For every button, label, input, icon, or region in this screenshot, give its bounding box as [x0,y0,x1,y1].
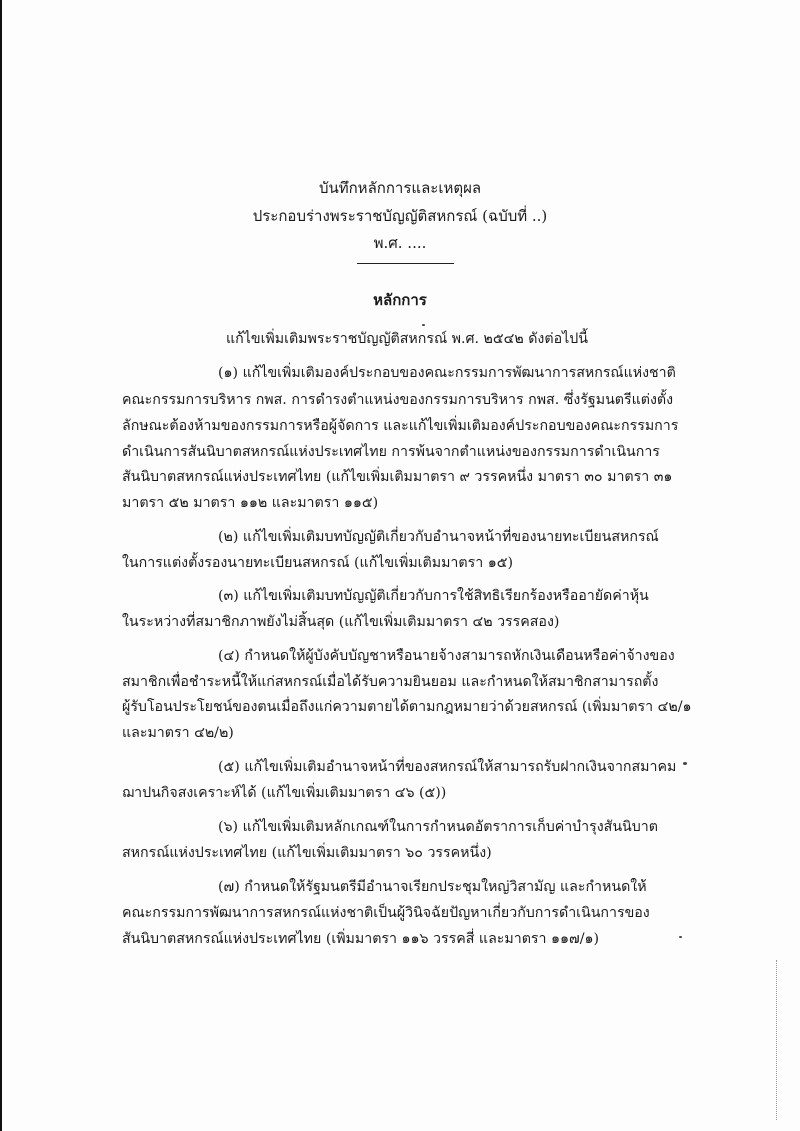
scan-edge [0,0,2,1131]
body-line: สันนิบาตสหกรณ์แห่งประเทศไทย (แก้ไขเพิ่มเติมมาตรา ๙ วรรคหนึ่ง มาตรา ๓๐ มาตรา ๓๑ [122,469,673,485]
body-line: (๔) กำหนดให้ผู้บังคับบัญชาหรือนายจ้างสามารถหักเงินเดือนหรือค่าจ้างของ [218,648,675,664]
scan-speck [422,324,425,326]
body-line: (๓) แก้ไขเพิ่มเติมบทบัญญัติเกี่ยวกับการใช้สิทธิเรียกร้องหรืออายัดค่าหุ้น [218,588,649,604]
body-line: (๗) กำหนดให้รัฐมนตรีมีอำนาจเรียกประชุมใหญ่วิสามัญ และกำหนดให้ [218,879,647,895]
body-line: สมาชิกเพื่อชำระหนี้ให้แก่สหกรณ์เมื่อได้รับความยินยอม และกำหนดให้สมาชิกสามารถตั้ง [122,674,659,690]
body-line: สันนิบาตสหกรณ์แห่งประเทศไทย (เพิ่มมาตรา ๑๑๖ วรรคสี่ และมาตรา ๑๑๗/๑) [122,931,600,947]
scan-speck [683,762,687,765]
scan-speck [679,936,682,938]
body-line: (๖) แก้ไขเพิ่มเติมหลักเกณฑ์ในการกำหนดอัตราการเก็บค่าบำรุงสันนิบาต [218,819,658,835]
body-line: ผู้รับโอนประโยชน์ของตนเมื่อถึงแก่ความตายได้ตามกฎหมายว่าด้วยสหกรณ์ (เพิ่มมาตรา ๔๒/๑ [122,699,692,715]
body-line: สหกรณ์แห่งประเทศไทย (แก้ไขเพิ่มเติมมาตรา ๖๐ วรรคหนึ่ง) [122,845,492,861]
document-subtitle: ประกอบร่างพระราชบัญญัติสหกรณ์ (ฉบับที่ ..) [252,207,548,225]
body-line: คณะกรรมการบริหาร กพส. การดำรงตำแหน่งของกรรมการบริหาร กพส. ซึ่งรัฐมนตรีแต่งตั้ง [122,392,674,408]
body-line: ในระหว่างที่สมาชิกภาพยังไม่สิ้นสุด (แก้ไขเพิ่มเติมมาตรา ๔๒ วรรคสอง) [122,614,560,630]
body-line: และมาตรา ๔๒/๒) [122,725,234,741]
body-line: (๕) แก้ไขเพิ่มเติมอำนาจหน้าที่ของสหกรณ์ให้สามารถรับฝากเงินจากสมาคม [218,759,677,775]
body-line: ลักษณะต้องห้ามของกรรมการหรือผู้จัดการ และแก้ไขเพิ่มเติมองค์ประกอบของคณะกรรมการ [122,418,679,434]
body-line: ฌาปนกิจสงเคราะห์ได้ (แก้ไขเพิ่มเติมมาตรา ๔๖ (๕)) [122,785,447,801]
title-divider [357,263,454,264]
body-line: (๒) แก้ไขเพิ่มเติมบทบัญญัติเกี่ยวกับอำนาจหน้าที่ของนายทะเบียนสหกรณ์ [218,529,659,545]
body-line: แก้ไขเพิ่มเติมพระราชบัญญัติสหกรณ์ พ.ศ. ๒๕๔๒ ดังต่อไปนี้ [226,331,588,347]
body-line: คณะกรรมการพัฒนาการสหกรณ์แห่งชาติเป็นผู้วินิจฉัยปัญหาเกี่ยวกับการดำเนินการของ [122,905,650,921]
document-year: พ.ศ. .... [373,234,427,252]
body-line: มาตรา ๕๒ มาตรา ๑๑๒ และมาตรา ๑๑๕) [122,495,379,511]
scan-edge-marks [776,960,777,1120]
body-line: ดำเนินการสันนิบาตสหกรณ์แห่งประเทศไทย การพ้นจากตำแหน่งของกรรมการดำเนินการ [122,444,660,460]
body-line: (๑) แก้ไขเพิ่มเติมองค์ประกอบของคณะกรรมการพัฒนาการสหกรณ์แห่งชาติ [218,365,676,381]
body-line: ในการแต่งตั้งรองนายทะเบียนสหกรณ์ (แก้ไขเพิ่มเติมมาตรา ๑๕) [122,555,513,571]
section-heading: หลักการ [373,291,427,309]
document-title: บันทึกหลักการและเหตุผล [318,179,482,197]
